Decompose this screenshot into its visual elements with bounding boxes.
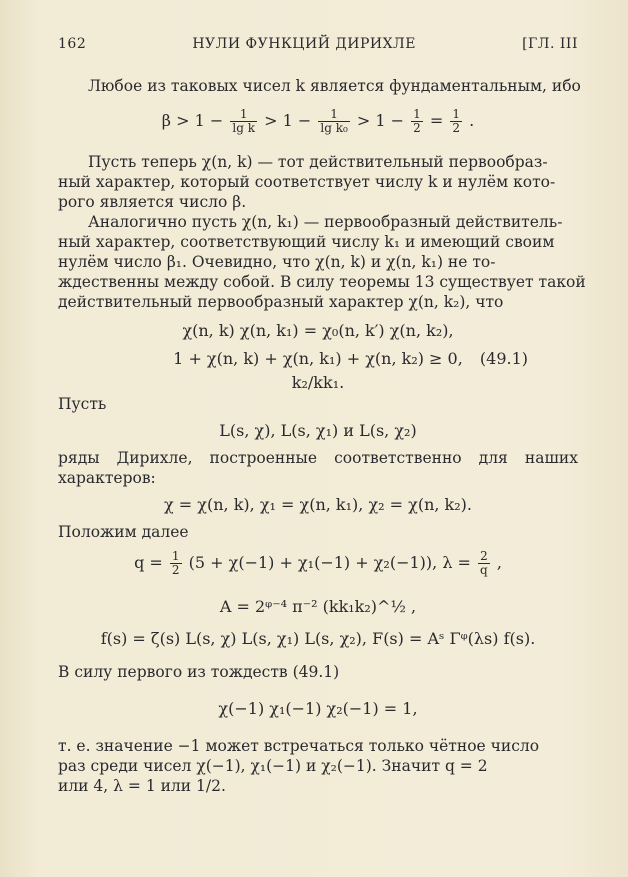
fraction: $\frac{1}{\text{lg k₀}}$	[320, 107, 348, 135]
paragraph-line: Пусть теперь χ(n, k) — тот действительный первообраз-	[88, 153, 548, 171]
paragraph-line: Аналогично пусть χ(n, k₁) — первообразный действитель-	[88, 213, 563, 231]
formula-l-series: L(s, χ), L(s, χ₁) и L(s, χ₂)	[219, 421, 417, 440]
formula-49-1: 1 + χ(n, k) + χ(n, k₁) + χ(n, k₂) ≥ 0, (49.1)	[173, 349, 528, 368]
paragraph-line: или 4, λ = 1 или 1/2.	[58, 777, 226, 795]
running-header	[58, 34, 578, 54]
fraction: $\frac{1}{2}$	[452, 107, 461, 135]
paragraph-line: ряды Дирихле, построенные соответственно для наших	[58, 449, 578, 467]
formula-characters: χ = χ(n, k), χ₁ = χ(n, k₁), χ₂ = χ(n, k₂).	[164, 495, 472, 514]
paragraph-line: раз среди чисел χ(−1), χ₁(−1) и χ₂(−1). Значит q = 2	[58, 757, 488, 775]
paragraph-line: Любое из таковых чисел k является фундаментальным, ибо	[88, 77, 581, 95]
paragraph-line: т. е. значение −1 может встречаться только чётное число	[58, 737, 540, 755]
formula-q-lambda: q = $\frac{1}{2}$ (5 + χ(−1) + χ₁(−1) + χ₂(−1)), λ = $\frac{2}{q}$ ,	[134, 549, 502, 577]
paragraph-line: ждественны между собой. В силу теоремы 13 существует такой	[58, 273, 586, 291]
equation-number: (49.1)	[479, 349, 528, 368]
formula-ratio: k₂/kk₁.	[291, 373, 345, 392]
paragraph-line: Положим далее	[58, 523, 189, 541]
formula-identity: χ(−1) χ₁(−1) χ₂(−1) = 1,	[218, 699, 418, 718]
formula-a: A = 2ᵠ⁻⁴ π⁻² (kk₁k₂)^½ ,	[219, 597, 417, 616]
formula-f-functions: f(s) = ζ(s) L(s, χ) L(s, χ₁) L(s, χ₂), F(s) = Aˢ Γᵠ(λs) f(s).	[100, 629, 536, 648]
page-number: 162	[58, 36, 87, 52]
formula-character-product: χ(n, k) χ(n, k₁) = χ₀(n, k′) χ(n, k₂),	[182, 321, 454, 340]
paragraph-line: ный характер, который соответствует числу k и нулём кото-	[58, 173, 556, 191]
paragraph-line: действительный первообразный характер χ(n, k₂), что	[58, 293, 504, 311]
paragraph-line: В силу первого из тождеств (49.1)	[58, 663, 340, 681]
fraction: $\frac{1}{2}$	[171, 549, 180, 577]
paragraph-line: ный характер, соответствующий числу k₁ и имеющий своим	[58, 233, 555, 251]
fraction: $\frac{1}{2}$	[413, 107, 421, 135]
formula-beta-inequality: β > 1 − $\frac{1}{\text{lg k}}$ > 1 − $\frac{1}{\text{lg k₀}}$ > 1 − $\frac{1}{2}$ = $\frac{1}{2}$ .	[161, 107, 475, 135]
paragraph-line: характеров:	[58, 469, 156, 487]
paragraph-line: нулём число β₁. Очевидно, что χ(n, k) и χ(n, k₁) не то-	[58, 253, 496, 271]
chapter-label: [ГЛ. III	[522, 36, 578, 52]
fraction: $\frac{2}{q}$	[480, 549, 488, 577]
fraction: $\frac{1}{\text{lg k}}$	[232, 107, 255, 135]
running-title: НУЛИ ФУНКЦИЙ ДИРИХЛЕ	[192, 36, 416, 52]
paragraph-line: Пусть	[58, 395, 107, 413]
paragraph-line: рого является число β.	[58, 193, 247, 211]
